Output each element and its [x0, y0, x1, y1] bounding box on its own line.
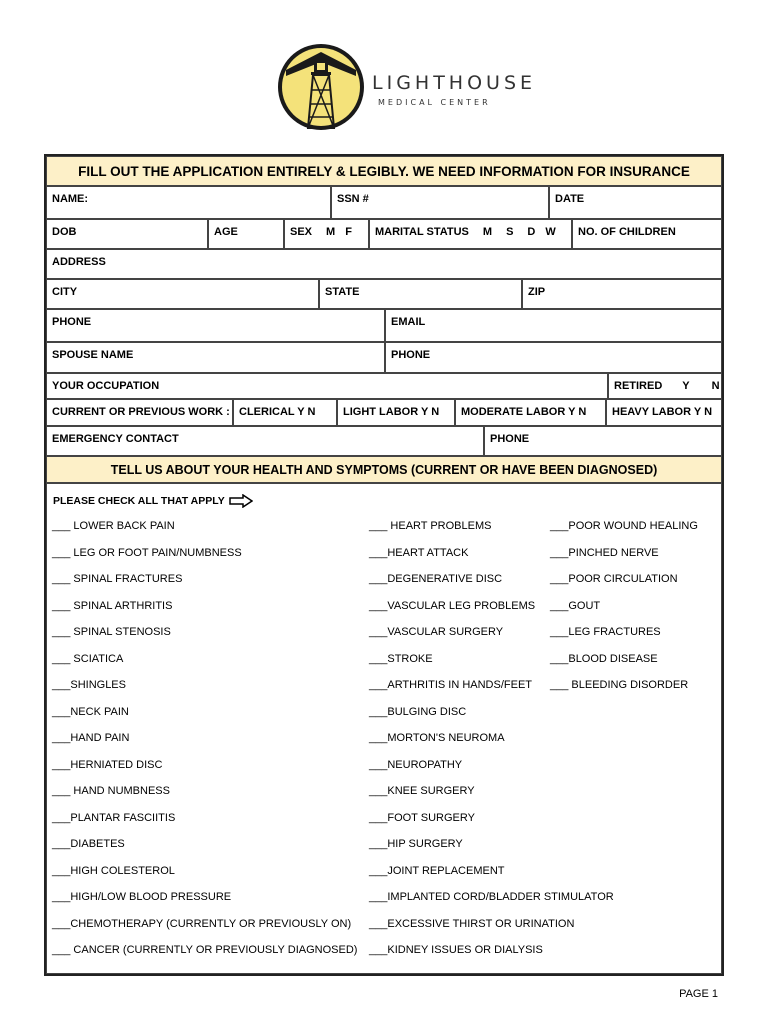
state-label: STATE [325, 286, 360, 298]
light-labor-option[interactable]: LIGHT LABOR Y N [337, 399, 455, 426]
symptom-checkbox-item[interactable]: ___HIP SURGERY [369, 838, 463, 850]
name-label: NAME: [52, 193, 89, 205]
symptom-checkbox-item[interactable]: ___HAND PAIN [52, 732, 130, 744]
name-field[interactable] [46, 186, 331, 219]
symptom-checkbox-item[interactable]: ___ HAND NUMBNESS [52, 785, 170, 797]
state-field[interactable] [319, 279, 522, 309]
symptom-checkbox-item[interactable]: ___ SPINAL FRACTURES [52, 573, 183, 585]
date-field[interactable] [549, 186, 722, 219]
symptom-checkbox-item[interactable]: ___HERNIATED DISC [52, 758, 163, 771]
sex-f-option[interactable]: F [345, 226, 352, 238]
symptom-checkbox-item[interactable]: ___PLANTAR FASCIITIS [52, 811, 176, 824]
symptom-checkbox-item[interactable]: ___ SPINAL ARTHRITIS [52, 599, 173, 612]
phone-field[interactable] [46, 309, 385, 342]
marital-label: MARITAL STATUS [375, 226, 469, 238]
emergency-contact-field[interactable] [46, 426, 484, 456]
clerical-option[interactable]: CLERICAL Y N [233, 399, 337, 426]
work-label-cell [46, 399, 233, 426]
health-section-title: TELL US ABOUT YOUR HEALTH AND SYMPTOMS (CURRENT OR HAVE BEEN DIAGNOSED) [46, 456, 722, 483]
zip-field[interactable] [522, 279, 722, 309]
marital-s-option[interactable]: S [506, 226, 514, 238]
symptom-checkbox-item[interactable]: ___ SCIATICA [52, 652, 124, 665]
city-label: CITY [52, 286, 78, 298]
sex-field[interactable] [284, 219, 369, 249]
symptom-checkbox-item[interactable]: ___PINCHED NERVE [550, 546, 659, 559]
symptom-checkbox-item[interactable]: ___NECK PAIN [52, 705, 129, 718]
symptom-checkbox-item[interactable]: ___POOR CIRCULATION [550, 573, 678, 585]
symptom-checkbox-item[interactable]: ___ BLEEDING DISORDER [550, 679, 689, 691]
emergency-phone-field[interactable] [484, 426, 722, 456]
marital-d-option[interactable]: D [527, 226, 536, 238]
symptom-checkbox-item[interactable]: ___HEART ATTACK [369, 546, 469, 559]
symptom-checkbox-item[interactable]: ___KIDNEY ISSUES OR DIALYSIS [369, 944, 543, 956]
symptom-checkbox-item[interactable]: ___ SPINAL STENOSIS [52, 626, 171, 638]
symptom-checkbox-item[interactable]: ___HIGH/LOW BLOOD PRESSURE [52, 891, 232, 903]
email-label: EMAIL [391, 316, 426, 328]
ssn-label: SSN # [337, 193, 369, 205]
zip-label: ZIP [528, 286, 546, 298]
symptom-checkbox-item[interactable]: ___KNEE SURGERY [369, 785, 475, 797]
retired-n-option[interactable]: N [711, 380, 720, 392]
children-label: NO. OF CHILDREN [578, 226, 676, 238]
phone-label: PHONE [52, 316, 92, 328]
check-all-label: PLEASE CHECK ALL THAT APPLY [53, 495, 225, 507]
dob-field[interactable] [46, 219, 208, 249]
symptom-checkbox-item[interactable]: ___NEUROPATHY [369, 758, 463, 771]
spouse-name-label: SPOUSE NAME [52, 349, 134, 361]
children-field[interactable] [572, 219, 722, 249]
age-label: AGE [214, 226, 238, 238]
emergency-contact-label: EMERGENCY CONTACT [52, 433, 179, 445]
address-label: ADDRESS [52, 256, 106, 268]
age-field[interactable] [208, 219, 284, 249]
brand-subtitle: MEDICAL CENTER [378, 98, 491, 107]
retired-label: RETIRED [614, 380, 663, 392]
symptom-checkbox-item[interactable]: ___ CANCER (CURRENTLY OR PREVIOUSLY DIAGNOSED) [52, 944, 358, 956]
work-label: CURRENT OR PREVIOUS WORK : [52, 406, 230, 418]
lighthouse-logo-icon [276, 42, 366, 132]
symptom-checkbox-item[interactable]: ___IMPLANTED CORD/BLADDER STIMULATOR [369, 891, 614, 903]
spouse-name-field[interactable] [46, 342, 385, 373]
page-number: PAGE 1 [679, 988, 718, 1000]
symptom-checkbox-item[interactable]: ___BLOOD DISEASE [550, 652, 658, 665]
marital-m-option[interactable]: M [482, 226, 493, 238]
symptom-checkbox-item[interactable]: ___DIABETES [52, 838, 125, 850]
moderate-labor-option[interactable]: MODERATE LABOR Y N [455, 399, 606, 426]
symptom-checkbox-item[interactable]: ___BULGING DISC [369, 705, 467, 718]
spouse-phone-label: PHONE [391, 349, 431, 361]
symptom-checkbox-item[interactable]: ___MORTON'S NEUROMA [369, 732, 505, 744]
application-form [44, 154, 724, 976]
symptom-checkbox-item[interactable]: ___DEGENERATIVE DISC [369, 573, 503, 585]
symptom-checkbox-item[interactable]: ___ARTHRITIS IN HANDS/FEET [369, 679, 532, 691]
symptom-checkbox-item[interactable]: ___ LEG OR FOOT PAIN/NUMBNESS [52, 546, 242, 559]
symptom-checkbox-item[interactable]: ___CHEMOTHERAPY (CURRENTLY OR PREVIOUSLY ON) [52, 917, 352, 930]
dob-label: DOB [52, 226, 77, 238]
marital-w-option[interactable]: W [545, 226, 556, 238]
heavy-labor-option[interactable]: HEAVY LABOR Y N [606, 399, 722, 426]
retired-y-option[interactable]: Y [682, 380, 690, 392]
spouse-phone-field[interactable] [385, 342, 722, 373]
symptom-checkbox-item[interactable]: ___ HEART PROBLEMS [369, 520, 492, 532]
brand [372, 72, 536, 107]
sex-label: SEX [290, 226, 313, 238]
arrow-right-icon [229, 494, 253, 508]
symptom-checkbox-item[interactable]: ___LEG FRACTURES [550, 626, 661, 638]
symptom-checkbox-item[interactable]: ___GOUT [550, 599, 601, 612]
address-field[interactable] [46, 249, 722, 279]
date-label: DATE [555, 193, 585, 205]
symptom-checkbox-item[interactable]: ___STROKE [369, 652, 433, 665]
symptom-checkbox-item[interactable]: ___VASCULAR LEG PROBLEMS [369, 599, 536, 612]
occupation-field[interactable] [46, 373, 608, 399]
symptom-checkbox-item[interactable]: ___EXCESSIVE THIRST OR URINATION [369, 917, 575, 930]
sex-m-option[interactable]: M [326, 226, 336, 238]
form-title: FILL OUT THE APPLICATION ENTIRELY & LEGIBLY. WE NEED INFORMATION FOR INSURANCE [46, 156, 722, 186]
marital-status-field[interactable] [369, 219, 572, 249]
symptom-checkbox-item[interactable]: ___SHINGLES [52, 679, 126, 691]
ssn-field[interactable] [331, 186, 549, 219]
symptom-checkbox-item[interactable]: ___JOINT REPLACEMENT [369, 864, 505, 877]
occupation-label: YOUR OCCUPATION [52, 380, 160, 392]
symptom-checkbox-item[interactable]: ___FOOT SURGERY [369, 811, 475, 824]
retired-field[interactable] [608, 373, 722, 399]
symptom-checkbox-item[interactable]: ___POOR WOUND HEALING [550, 520, 698, 532]
symptom-checkbox-item[interactable]: ___VASCULAR SURGERY [369, 626, 504, 638]
check-all-instruction [53, 494, 253, 508]
email-field[interactable] [385, 309, 722, 342]
symptom-checkbox-item[interactable]: ___HIGH COLESTEROL [52, 864, 175, 877]
symptoms-section [46, 483, 722, 974]
emergency-phone-label: PHONE [490, 433, 530, 445]
city-field[interactable] [46, 279, 319, 309]
symptom-checkbox-item[interactable]: ___ LOWER BACK PAIN [52, 520, 175, 532]
brand-name: LIGHTHOUSE [372, 72, 537, 94]
